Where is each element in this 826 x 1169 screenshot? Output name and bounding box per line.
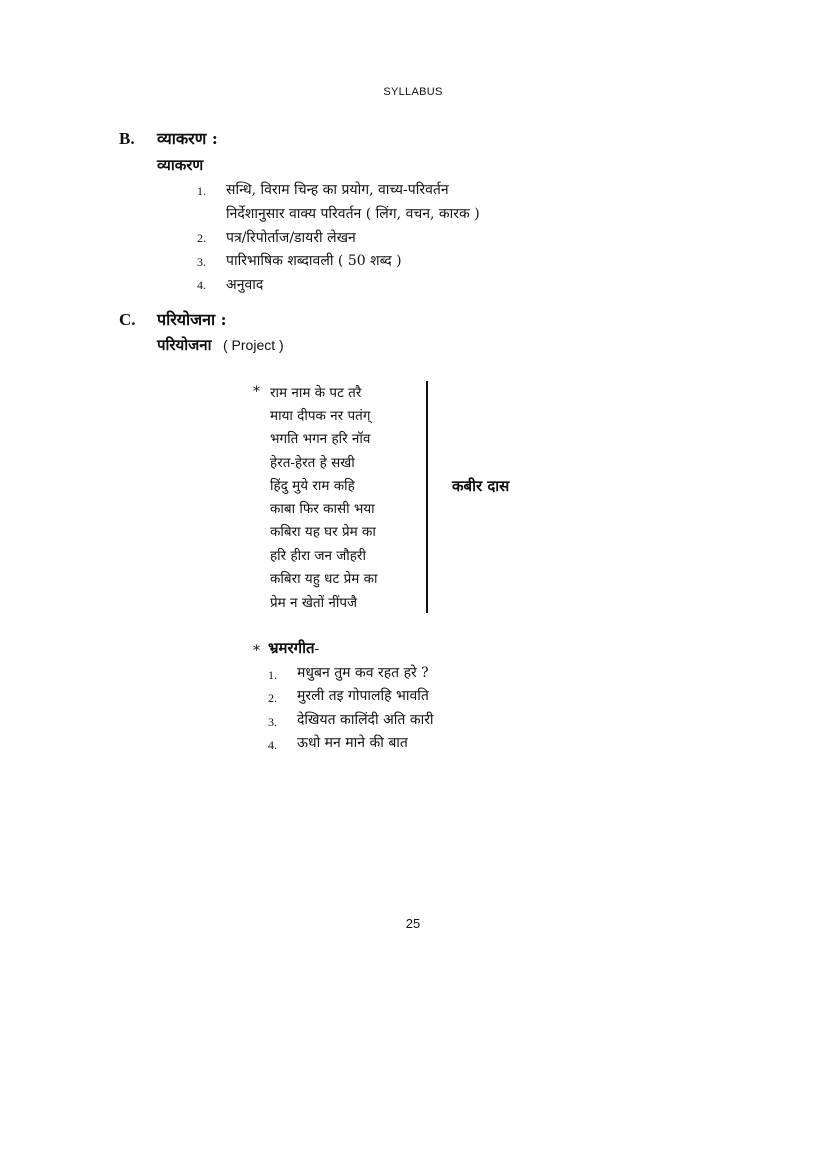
poem-line: भगति भगन हरि नॉव (270, 431, 371, 447)
list-item-number: 2. (268, 691, 277, 705)
section-c-letter: C. (119, 310, 136, 329)
list-item-number: 1. (197, 184, 206, 198)
section-b-title: व्याकरण : (157, 129, 218, 148)
list-item: ऊधो मन माने की बात (297, 735, 408, 751)
poem-line: प्रेम न खेतों नींपजै (270, 595, 358, 611)
list-item-number: 4. (268, 738, 277, 752)
section-b-letter: B. (119, 129, 135, 148)
list-item: देखियत कालिंदी अति कारी (297, 712, 434, 728)
poem-line: राम नाम के पट तरै (270, 385, 362, 401)
list-item: अनुवाद (226, 277, 264, 293)
list-item-continuation: निर्देशानुसार वाक्य परिवर्तन ( लिंग, वचन, कारक ) (226, 206, 480, 222)
list-item: मधुबन तुम कव रहत हरे ? (297, 665, 429, 681)
divider-line (426, 381, 428, 613)
poem-line: काबा फिर कासी भया (270, 501, 375, 517)
bhramargeet-heading (268, 638, 319, 658)
list-item-number: 2. (197, 231, 206, 245)
list-item-number: 1. (268, 668, 277, 682)
bhramargeet-title: भ्रमरगीत (268, 639, 315, 657)
page-number: 25 (405, 916, 421, 931)
poem-line: कबिरा यहु धट प्रेम का (270, 571, 378, 587)
list-item: पारिभाषिक शब्दावली ( 50 शब्द ) (226, 253, 402, 269)
poem-line: माया दीपक नर पतंग् (270, 408, 371, 424)
bhramargeet-dash: - (314, 641, 320, 657)
bullet-asterisk: * (253, 643, 260, 659)
list-item-number: 4. (197, 278, 206, 292)
list-item: पत्र/रिपोर्ताज/डायरी लेखन (226, 230, 356, 246)
section-c-title: परियोजना : (157, 310, 227, 329)
list-item-number: 3. (268, 715, 277, 729)
list-item-number: 3. (197, 255, 206, 269)
page-header: SYLLABUS (383, 86, 443, 98)
list-item: मुरली तइ गोपालहि भावति (297, 688, 429, 704)
poem-line: हेरत-हेरत हे सखी (270, 455, 355, 471)
poem-line: हरि हीरा जन जौहरी (270, 548, 366, 564)
section-b-subtitle: व्याकरण (157, 156, 204, 174)
project-label: ( Project ) (223, 337, 284, 353)
list-item: सन्धि, विराम चिन्ह का प्रयोग, वाच्य-परिवर्तन (226, 182, 449, 198)
bullet-asterisk: * (253, 384, 260, 400)
section-c-subtitle: परियोजना (157, 336, 212, 354)
poem-line: कबिरा यह घर प्रेम का (270, 524, 376, 540)
poem-line: हिंदु मुये राम कहि (270, 478, 355, 494)
author-name: कबीर दास (452, 477, 510, 495)
